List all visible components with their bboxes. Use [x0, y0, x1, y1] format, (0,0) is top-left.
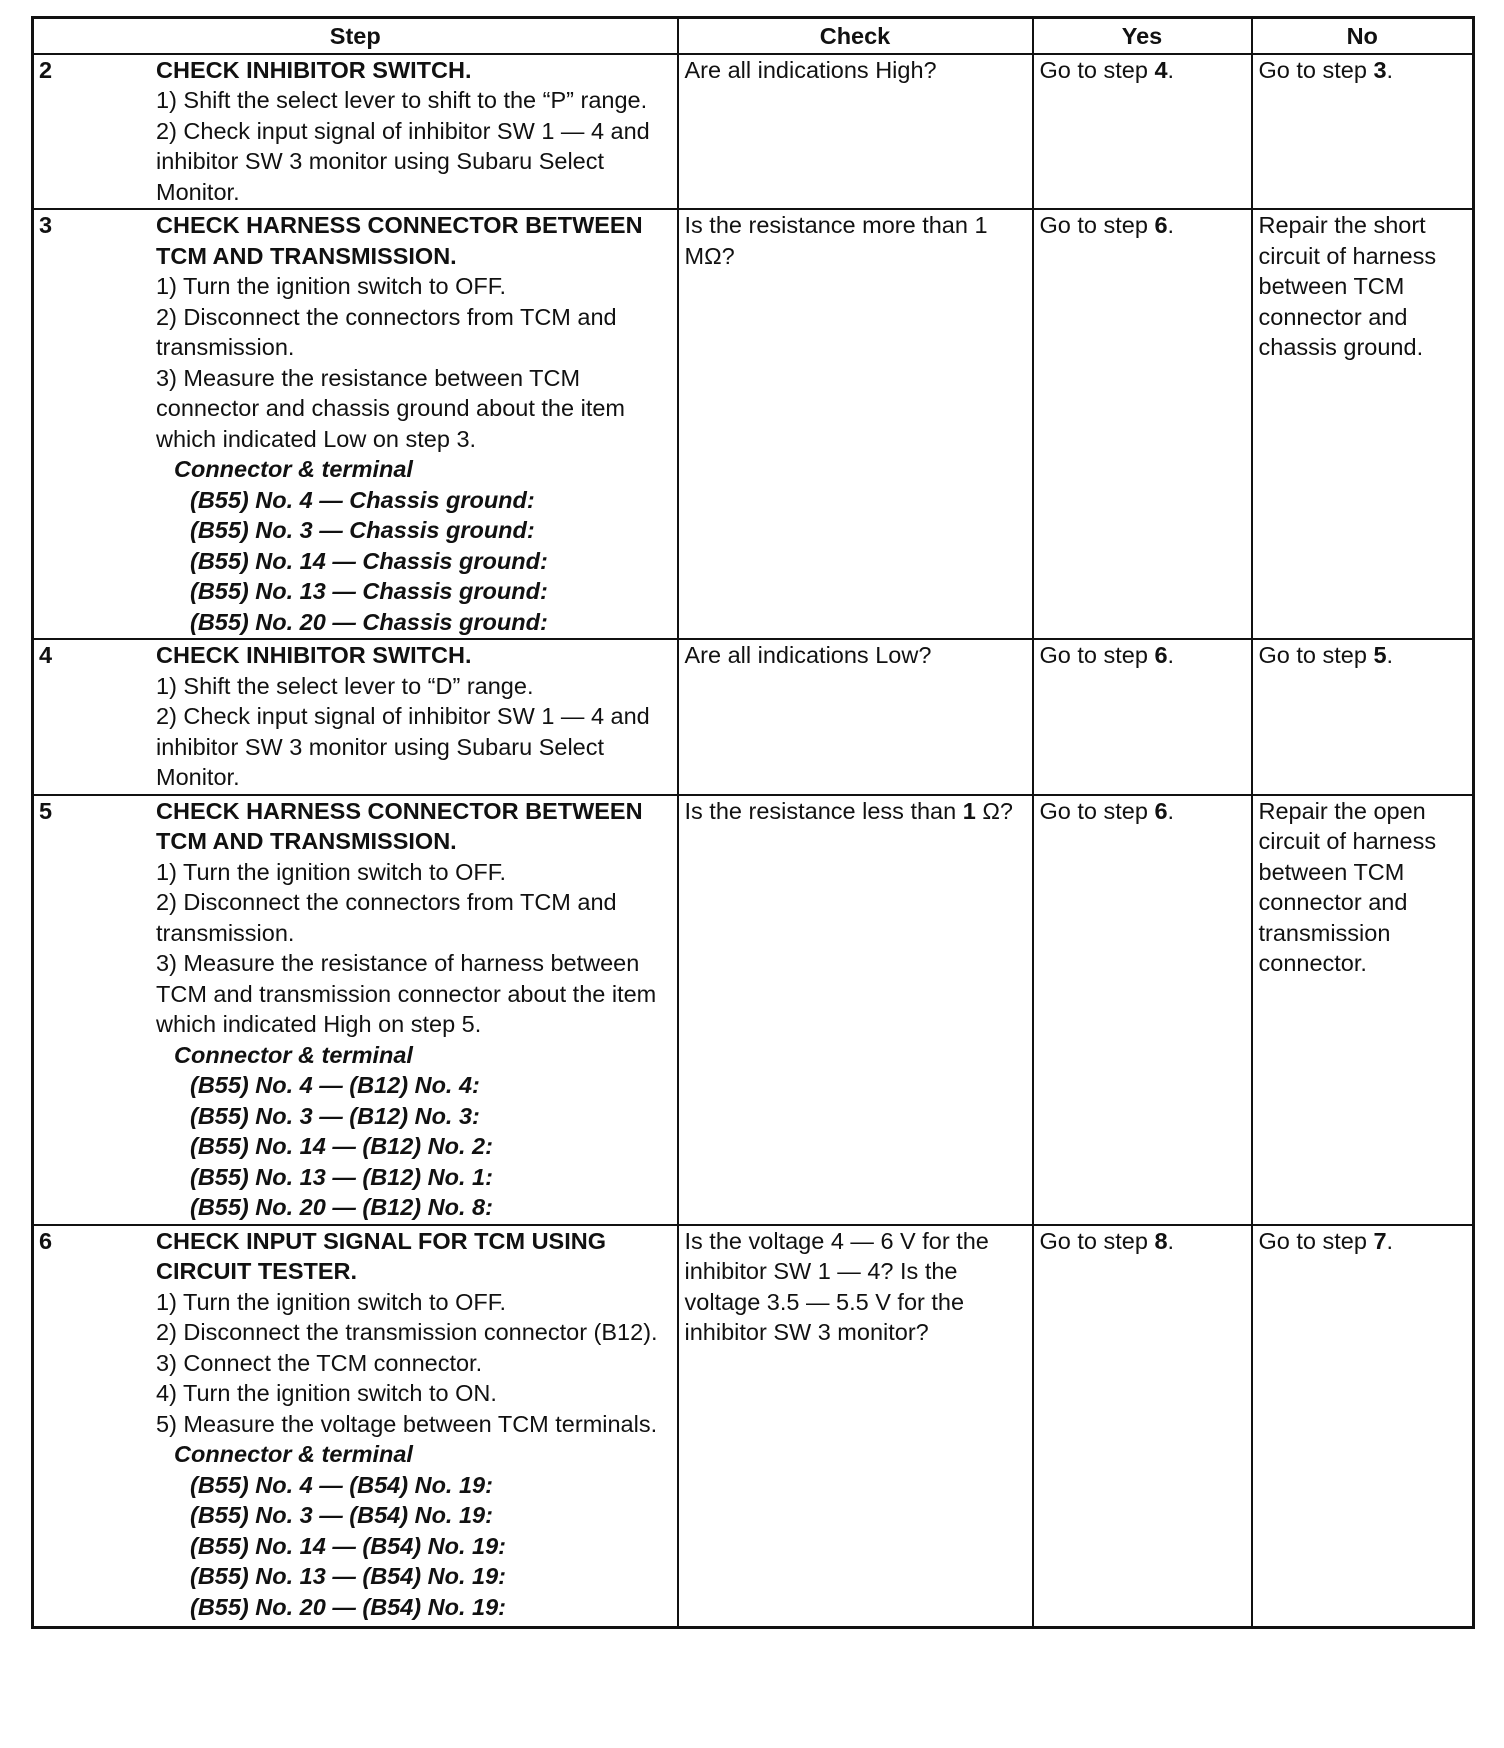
step-number: 6 [39, 1227, 53, 1254]
connector-terminal: (B55) No. 3 — (B12) No. 3: [190, 1102, 480, 1129]
connector-terminal: (B55) No. 14 — (B54) No. 19: [190, 1532, 507, 1559]
step-number: 4 [39, 642, 53, 668]
yes-step-ref: 6 [1154, 642, 1168, 668]
step-instruction: 1) Shift the select lever to “D” range. [156, 672, 534, 699]
table-row-step-4 [33, 639, 1474, 795]
no-step-ref: 3 [1373, 56, 1387, 83]
connector-terminal: (B55) No. 4 — Chassis ground: [190, 486, 535, 513]
step-cell [33, 795, 678, 1225]
check-cell: Is the voltage 4 — 6 V for the inhibitor SW 1 — 4? Is the voltage 3.5 — 5.5 V for the inhibitor SW 3 monitor? [678, 1225, 1033, 1628]
check-cell: Is the resistance less than 1 Ω? [678, 795, 1033, 1225]
header-step: Step [33, 18, 678, 54]
step-instruction: 2) Disconnect the connectors from TCM and transmission. [156, 303, 617, 360]
check-cell: Are all indications High? [678, 54, 1033, 210]
connector-terminal: (B55) No. 13 — Chassis ground: [190, 578, 548, 604]
step-number: 3 [39, 212, 53, 238]
step-instruction: 1) Turn the ignition switch to OFF. [156, 858, 507, 885]
step-title: CHECK INHIBITOR SWITCH. [156, 642, 472, 668]
check-cell: Are all indications Low? [678, 639, 1033, 795]
step-instruction: 1) Shift the select lever to shift to the “P” range. [156, 87, 648, 113]
step-number: 2 [39, 56, 53, 83]
step-instruction: 3) Measure the resistance between TCM connector and chassis ground about the item which indicated Low on step 3. [156, 364, 625, 452]
no-cell: Go to step 3. [1252, 54, 1474, 210]
yes-cell: Go to step 6. [1033, 795, 1252, 1225]
step-instruction: 2) Disconnect the connectors from TCM and transmission. [156, 889, 617, 946]
check-cell: Is the resistance more than 1 MΩ? [678, 209, 1033, 639]
yes-step-ref: 8 [1154, 1227, 1168, 1254]
connector-terminal: (B55) No. 20 — (B12) No. 8: [190, 1194, 493, 1220]
yes-step-ref: 4 [1154, 56, 1168, 83]
yes-cell: Go to step 4. [1033, 54, 1252, 210]
table-row-step-5 [33, 795, 1474, 1225]
header-yes: Yes [1033, 18, 1252, 54]
table-row-step-6 [33, 1225, 1474, 1628]
step-instruction: 2) Check input signal of inhibitor SW 1 — 4 and inhibitor SW 3 monitor using Subaru Select Monitor. [156, 117, 650, 205]
connector-terminal: (B55) No. 4 — (B12) No. 4: [190, 1072, 480, 1098]
no-step-ref: 5 [1373, 642, 1387, 668]
no-cell: Go to step 5. [1252, 639, 1474, 795]
step-instruction: 2) Check input signal of inhibitor SW 1 — 4 and inhibitor SW 3 monitor using Subaru Select Monitor. [156, 703, 650, 790]
step-title: CHECK INPUT SIGNAL FOR TCM USING CIRCUIT TESTER. [156, 1227, 606, 1284]
no-cell: Go to step 7. [1252, 1225, 1474, 1628]
step-title: CHECK HARNESS CONNECTOR BETWEEN TCM AND TRANSMISSION. [156, 797, 643, 854]
connector-terminal: (B55) No. 14 — Chassis ground: [190, 547, 548, 574]
step-cell [33, 639, 678, 795]
step-title: CHECK INHIBITOR SWITCH. [156, 56, 472, 83]
step-title: CHECK HARNESS CONNECTOR BETWEEN TCM AND TRANSMISSION. [156, 212, 643, 269]
yes-step-ref: 6 [1154, 212, 1168, 238]
yes-cell: Go to step 8. [1033, 1225, 1252, 1628]
step-instruction: 3) Measure the resistance of harness between TCM and transmission connector about the item which indicated High on step 5. [156, 950, 657, 1037]
header-check: Check [678, 18, 1033, 54]
step-instruction: 2) Disconnect the transmission connector (B12). [156, 1319, 658, 1345]
connector-terminal: (B55) No. 3 — (B54) No. 19: [190, 1502, 493, 1528]
no-cell: Repair the short circuit of harness between TCM connector and chassis ground. [1252, 209, 1474, 639]
yes-cell: Go to step 6. [1033, 639, 1252, 795]
connector-heading: Connector & terminal [174, 1441, 413, 1467]
step-instruction: 5) Measure the voltage between TCM terminals. [156, 1410, 658, 1437]
connector-heading: Connector & terminal [174, 456, 413, 482]
yes-cell: Go to step 6. [1033, 209, 1252, 639]
step-cell [33, 54, 678, 210]
no-cell: Repair the open circuit of harness between TCM connector and transmission connector. [1252, 795, 1474, 1225]
connector-terminal: (B55) No. 13 — (B54) No. 19: [190, 1563, 507, 1589]
connector-terminal: (B55) No. 20 — Chassis ground: [190, 608, 548, 635]
header-no: No [1252, 18, 1474, 54]
step-cell [33, 1225, 678, 1628]
connector-heading: Connector & terminal [174, 1041, 413, 1068]
step-instruction: 1) Turn the ignition switch to OFF. [156, 273, 507, 299]
connector-terminal: (B55) No. 4 — (B54) No. 19: [190, 1471, 493, 1498]
table-row-step-3 [33, 209, 1474, 639]
no-step-ref: 7 [1373, 1227, 1387, 1254]
yes-step-ref: 6 [1154, 797, 1168, 824]
connector-terminal: (B55) No. 13 — (B12) No. 1: [190, 1163, 493, 1190]
step-instruction: 4) Turn the ignition switch to ON. [156, 1380, 497, 1406]
header-row [33, 18, 1474, 54]
connector-terminal: (B55) No. 3 — Chassis ground: [190, 517, 535, 543]
diagnostic-procedure-table [31, 16, 1475, 1629]
step-instruction: 1) Turn the ignition switch to OFF. [156, 1288, 507, 1315]
step-instruction: 3) Connect the TCM connector. [156, 1349, 483, 1376]
connector-terminal: (B55) No. 14 — (B12) No. 2: [190, 1133, 493, 1159]
table-row-step-2 [33, 54, 1474, 210]
step-cell [33, 209, 678, 639]
step-number: 5 [39, 797, 53, 824]
connector-terminal: (B55) No. 20 — (B54) No. 19: [190, 1593, 507, 1620]
